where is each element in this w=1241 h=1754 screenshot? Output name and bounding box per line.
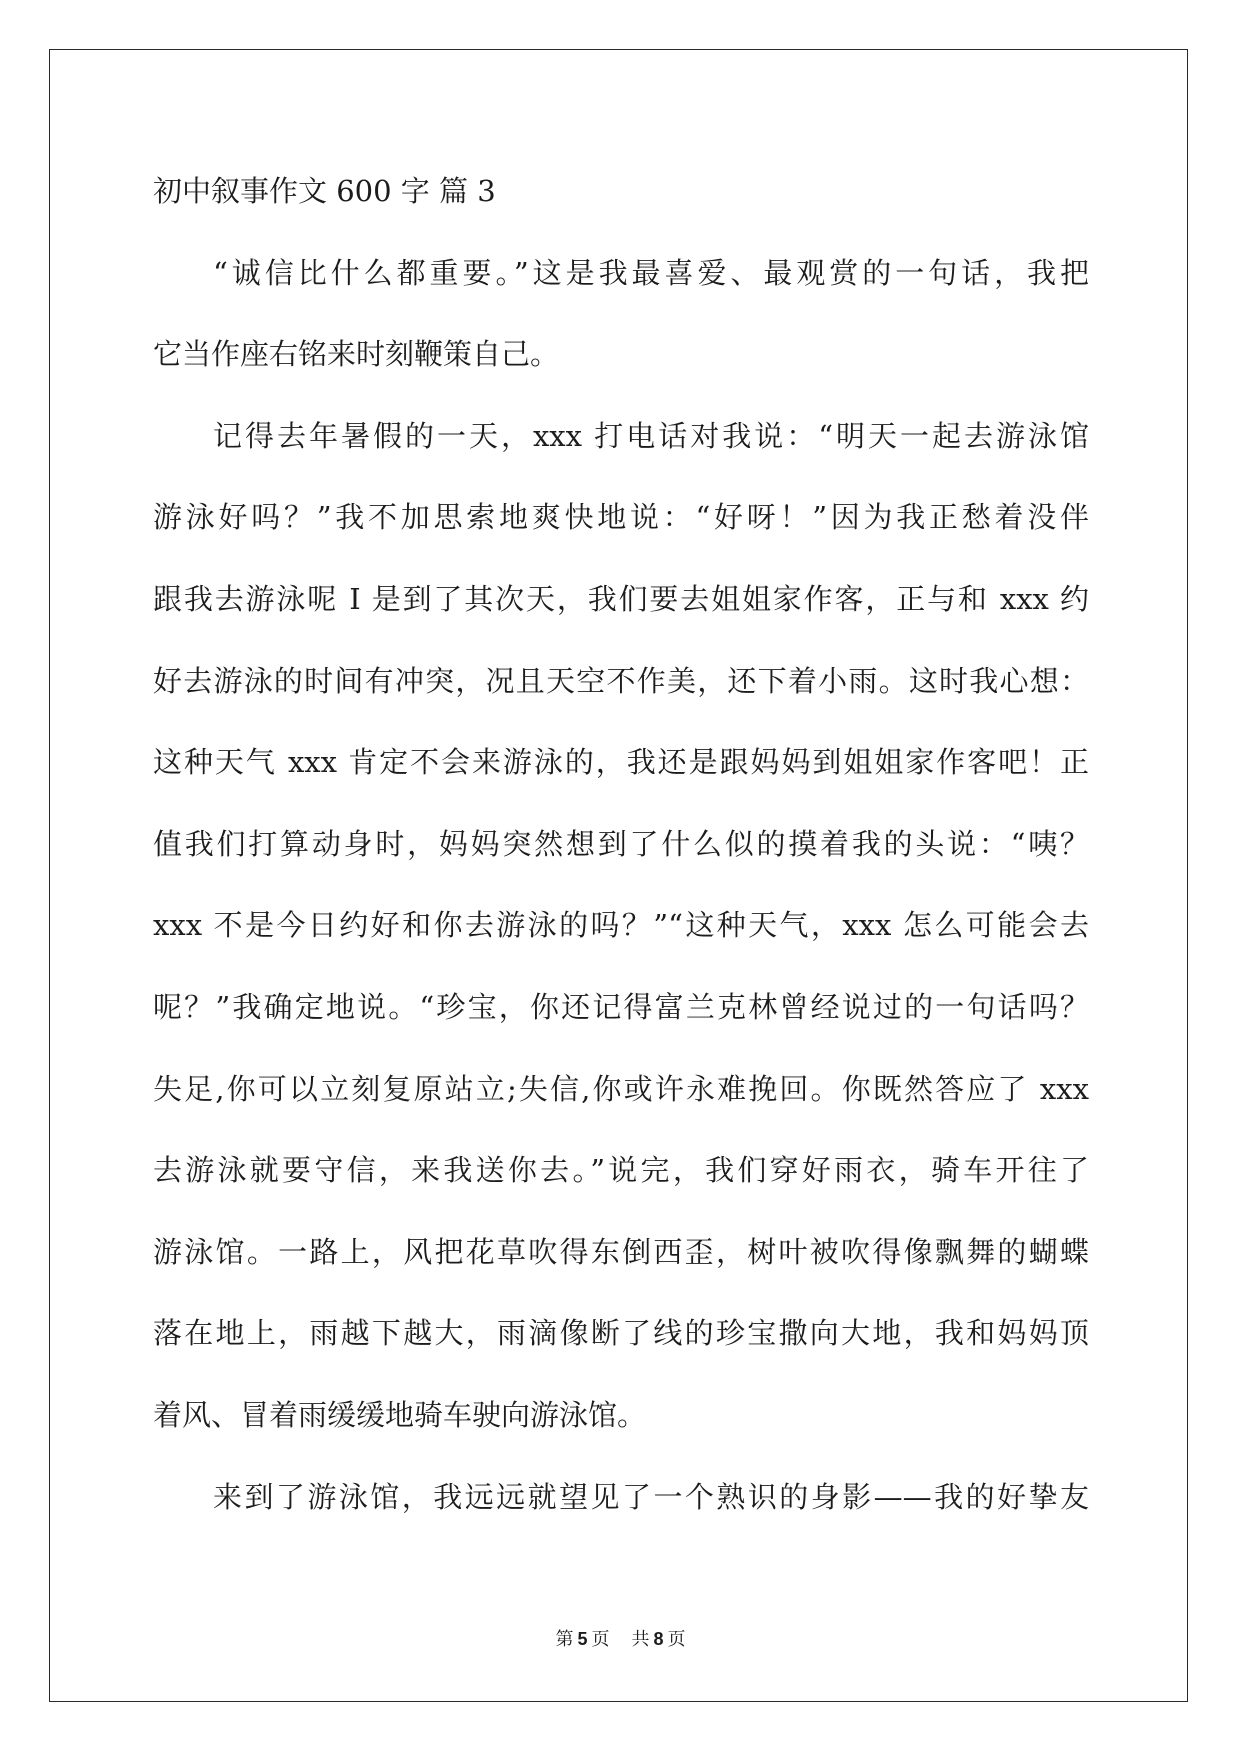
document-body bbox=[153, 151, 1089, 1538]
text-line: 跟我去游泳呢 I 是到了其次天，我们要去姐姐家作客，正与和 xxx 约 bbox=[153, 581, 1089, 616]
text-line: 呢？”我确定地说。“珍宝，你还记得富兰克林曾经说过的一句话吗？ bbox=[153, 989, 1089, 1024]
paragraph bbox=[153, 233, 1089, 396]
text-line: “诚信比什么都重要。”这是我最喜爱、最观赏的一句话，我把 bbox=[213, 255, 1089, 290]
text-line: 记得去年暑假的一天，xxx 打电话对我说：“明天一起去游泳馆 bbox=[213, 418, 1089, 453]
paragraph bbox=[153, 1457, 1089, 1539]
paragraph bbox=[153, 396, 1089, 1457]
text-line: 它当作座右铭来时刻鞭策自己。 bbox=[153, 337, 560, 372]
text-line: 游泳好吗？”我不加思索地爽快地说：“好呀！”因为我正愁着没伴 bbox=[153, 500, 1089, 535]
text-line: 来到了游泳馆，我远远就望见了一个熟识的身影——我的好挚友 bbox=[213, 1479, 1089, 1514]
text-line: 好去游泳的时间有冲突，况且天空不作美，还下着小雨。这时我心想： bbox=[153, 663, 1089, 698]
document-title: 初中叙事作文 600 字 篇 3 bbox=[153, 174, 496, 208]
text-line: 落在地上，雨越下越大，雨滴像断了线的珍宝撒向大地，我和妈妈顶 bbox=[153, 1316, 1089, 1351]
total-pages: 8 bbox=[653, 1629, 664, 1649]
total-suffix: 页 bbox=[667, 1629, 686, 1650]
text-line: 游泳馆。一路上，风把花草吹得东倒西歪，树叶被吹得像飘舞的蝴蝶 bbox=[153, 1234, 1089, 1269]
page-prefix: 第 bbox=[555, 1629, 574, 1650]
text-line: 着风、冒着雨缓缓地骑车驶向游泳馆。 bbox=[153, 1397, 647, 1432]
text-line: xxx 不是今日约好和你去游泳的吗？”“这种天气，xxx 怎么可能会去 bbox=[153, 908, 1089, 943]
text-line: 这种天气 xxx 肯定不会来游泳的，我还是跟妈妈到姐姐家作客吧！正 bbox=[153, 745, 1089, 780]
text-line: 值我们打算动身时，妈妈突然想到了什么似的摸着我的头说：“咦？ bbox=[153, 826, 1089, 861]
text-line: 去游泳就要守信，来我送你去。”说完，我们穿好雨衣，骑车开往了 bbox=[153, 1153, 1089, 1188]
page-number: 5 bbox=[577, 1629, 588, 1649]
text-line: 失足,你可以立刻复原站立;失信,你或许永难挽回。你既然答应了 xxx bbox=[153, 1071, 1089, 1106]
page-suffix: 页 bbox=[591, 1629, 610, 1650]
total-prefix: 共 bbox=[631, 1629, 650, 1650]
page-footer bbox=[0, 1624, 1241, 1654]
